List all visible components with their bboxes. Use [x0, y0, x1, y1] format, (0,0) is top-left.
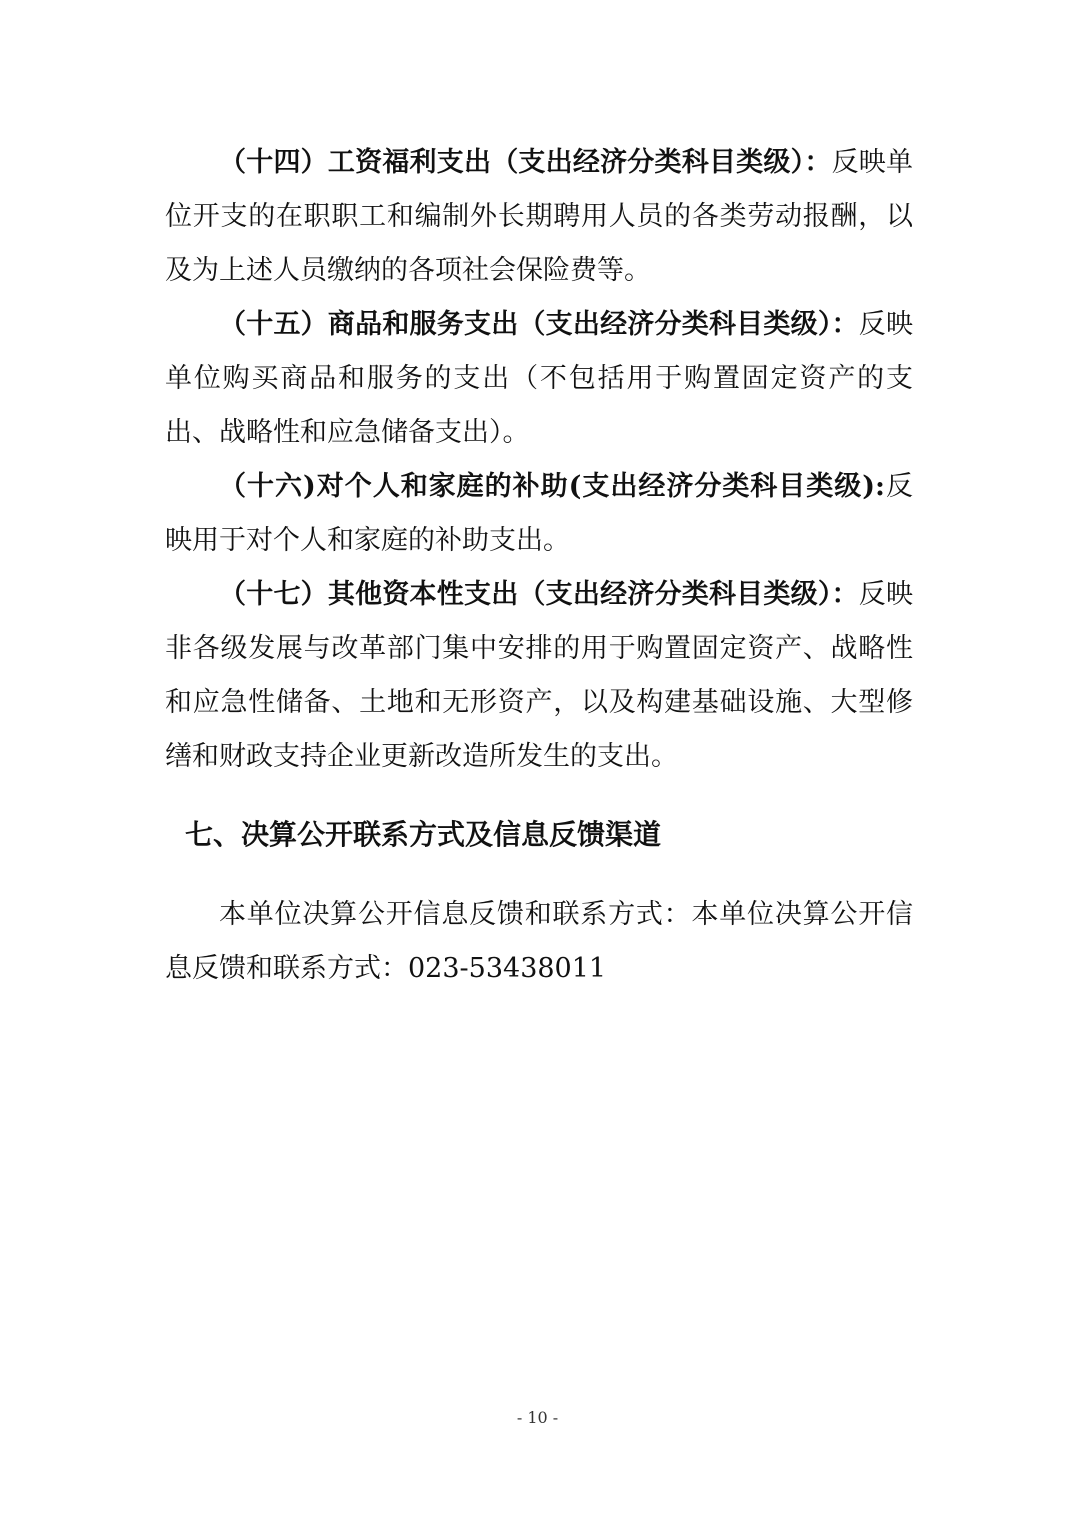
paragraph-term: （十五）商品和服务支出（支出经济分类科目类级）： — [219, 309, 859, 340]
section-heading: 七、决算公开联系方式及信息反馈渠道 — [185, 818, 662, 851]
contact-paragraph: 本单位决算公开信息反馈和联系方式：本单位决算公开信息反馈和联系方式：023-53438011 — [165, 899, 913, 984]
paragraph-goods-services — [165, 298, 913, 460]
paragraph-household-subsidy — [165, 460, 913, 568]
paragraph-wage-welfare — [165, 136, 913, 298]
page-number: - 10 - — [516, 1408, 559, 1427]
paragraph-term: （十七）其他资本性支出（支出经济分类科目类级）： — [219, 579, 859, 610]
paragraph-body: 反映单位开支的在职职工和编制外长期聘用人员的各类劳动报酬，以及为上述人员缴纳的各项社会保险费等。 — [165, 147, 914, 286]
paragraph-other-capital — [165, 568, 913, 784]
paragraph-body: 反映非各级发展与改革部门集中安排的用于购置固定资产、战略性和应急性储备、土地和无形资产，以及构建基础设施、大型修缮和财政支持企业更新改造所发生的支出。 — [165, 579, 914, 772]
paragraph-body: 反映单位购买商品和服务的支出（不包括用于购置固定资产的支出、战略性和应急储备支出）。 — [165, 309, 914, 448]
paragraph-term: （十六)对个人和家庭的补助(支出经济分类科目类级): — [219, 471, 886, 502]
paragraph-term: （十四）工资福利支出（支出经济分类科目类级）： — [219, 147, 832, 178]
paragraph-body: 反映用于对个人和家庭的补助支出。 — [165, 471, 914, 556]
